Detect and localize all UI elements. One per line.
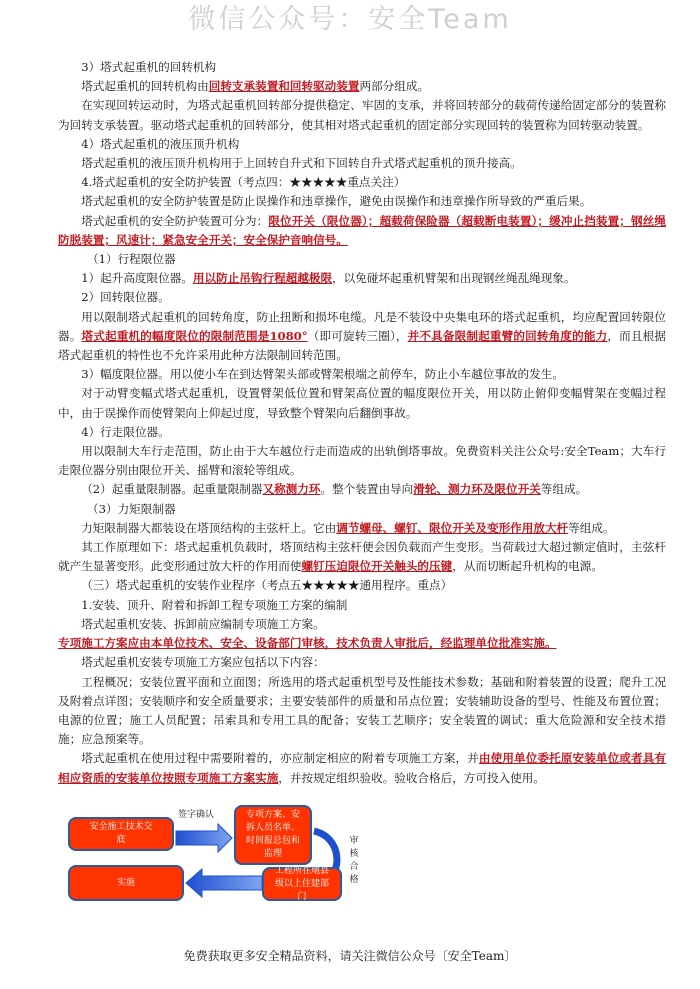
flow-box-plan-report: 专项方案、安拆人员名单、时间报总包和监理 [234,805,312,865]
flow-diagram [66,805,386,917]
paragraph: 塔式起重机在使用过程中需要附着的，亦应制定相应的附着专项施工方案，并由使用单位委托原安装单位或者具有相应资质的安装单位按照专项施工方案实施，并按规定组织验收。验收合格后，方可投入使用。 [58,751,666,785]
paragraph: 塔式起重机的安全防护装置可分为：限位开关（限位器）；超载荷保险器（超载断电装置）；缓冲止挡装置；钢丝绳防脱装置；风速计；紧急安全开关；安全保护音响信号。 [58,213,666,247]
subheading: （1）行程限位器 [87,252,176,267]
paragraph: 3）幅度限位器。用以使小车在到达臂架头部或臂架根端之前停车，防止小车越位事故的发生。 [81,367,564,382]
highlight: 调节螺母、螺钉、限位开关及变形作用放大杆 [336,520,569,535]
subheading: 4）塔式起重机的液压顶升机构 [81,136,240,151]
paragraph: 在实现回转运动时，为塔式起重机回转部分提供稳定、牢固的支承，并将回转部分的载荷传递给固定部分的装置称为回转支承装置。驱动塔式起重机的回转部分，使其相对塔式起重机的固定部分实现回转的装置称为回转驱动装置。 [58,98,666,132]
label-sign-confirm: 签字确认 [178,810,215,820]
paragraph: 用以限制大车行走范围，防止由于大车越位行走而造成的出轨倒塔事故。免费资料关注公众号:安全Team；大车行走限位器分别由限位开关、摇臂和滚轮等组成。 [58,444,666,478]
watermark: 微信公众号：安全Team [188,4,512,35]
section-heading: （三）塔式起重机的安装作业程序（考点五★★★★★通用程序。重点） [81,578,453,593]
paragraph: 力矩限制器大都装设在塔顶结构的主弦杆上。它由调节螺母、螺钉、限位开关及变形作用放大杆等组成。 [81,520,615,535]
arrow-left [186,869,262,897]
paragraph: 塔式起重机安装、拆卸前应编制专项施工方案。 [81,616,325,631]
subheading: 3）塔式起重机的回转机构 [81,60,217,74]
flow-box-implementation: 实施 [68,865,184,901]
paragraph: 1）起升高度限位器。用以防止吊钩行程超越极限，以免碰坏起重机臂架和出现钢丝绳乱绳现象。 [81,271,576,286]
footer-note: 免费获取更多安全精品资料，请关注微信公众号〔安全Team〕 [183,949,517,963]
arrow-right [176,824,232,852]
paragraph: （2）起重量限制器。起重量限制器又称测力环。整个装置由导向滑轮、测力环及限位开关等组成。 [81,482,588,497]
document-body [58,58,666,788]
paragraph: 其工作原理如下：塔式起重机负载时，塔顶结构主弦杆便会因负载而产生变形。当荷载过大超过额定值时，主弦杆就产生显著变形。此变形通过放大杆的作用而使螺钉压迫限位开关触头的压键，从而切断起升机构的电源。 [58,540,666,574]
paragraph: 用以限制塔式起重机的回转角度，防止扭断和损坏电缆。凡是不装设中央集电环的塔式起重机，均应配置回转限位器。塔式起重机的幅度限位的限制范围是1080°（即可旋转三圈），并不具备限制起重臂的回转角度的能力，而且根据塔式起重机的特性也不允许采用此种方法限制回转范围。 [58,309,666,363]
paragraph: 塔式起重机安装专项施工方案应包括以下内容： [81,655,325,670]
highlight: 并不具备限制起重臂的回转角度的能力 [407,328,608,343]
paragraph [58,634,666,653]
highlight: 限位开关（限位器）；超载荷保险器（超载断电装置）；缓冲止挡装置；钢丝绳防脱装置；风速计；紧急安全开关；安全保护音响信号。 [58,213,666,247]
highlight: 滑轮、测力环及限位开关 [413,482,541,497]
flow-box-authority: 工程所在地县级以上住建部门 [262,867,342,901]
label-review-pass: 审核合格 [349,836,359,885]
section-heading: 4.塔式起重机的安全防护装置（考点四：★★★★★重点关注） [81,175,406,190]
paragraph: 塔式起重机的液压顶升机构用于上回转自升式和下回转自升式塔式起重机的顶升接高。 [81,156,522,171]
highlight: 由使用单位委托原安装单位或者具有相应资质的安装单位按照专项施工方案实施 [58,751,666,785]
subheading: 4）行走限位器。 [81,424,170,439]
paragraph: 对于动臂变幅式塔式起重机，设置臂架低位置和臂架高位置的幅度限位开关，用以防止俯仰变幅臂架在变幅过程中，由于误操作而使臂架向上仰起过度，导致整个臂架向后翻倒事故。 [58,386,666,420]
subheading: 2）回转限位器。 [81,290,170,305]
paragraph: 塔式起重机的回转机构由回转支承装置和回转驱动装置两部分组成。 [81,79,430,94]
highlight: 专项施工方案应由本单位技术、安全、设备部门审核，技术负责人审批后，经监理单位批准实施。 [58,636,557,651]
highlight: 回转支承装置和回转驱动装置 [208,79,360,94]
paragraph: 塔式起重机的安全防护装置是防止误操作和违章操作，避免由误操作和违章操作所导致的严重后果。 [81,194,592,209]
highlight: 用以防止吊钩行程超越极限 [192,271,333,286]
flow-box-safety-briefing: 安全施工技术交底 [68,817,174,851]
highlight: 塔式起重机的幅度限位的限制范围是1080° [81,328,308,343]
subheading: （3）力矩限制器 [87,501,176,516]
subheading: 1.安装、顶升、附着和拆卸工程专项施工方案的编制 [81,597,348,612]
highlight: 螺钉压迫限位开关触头的压键 [301,559,453,574]
highlight: 又称测力环 [262,482,321,497]
paragraph: 工程概况；安装位置平面和立面图；所选用的塔式起重机型号及性能技术参数；基础和附着装置的设置；爬升工况及附着点详图；安装顺序和安全质量要求；主要安装部件的质量和吊点位置；安装辅助设备的型号、性能及布置位置；电源的位置；施工人员配置；吊索具和专用工具的配备；安装工艺顺序；安全装置的调试；重大危险源和安全技术措施；应急预案等。 [58,674,666,747]
